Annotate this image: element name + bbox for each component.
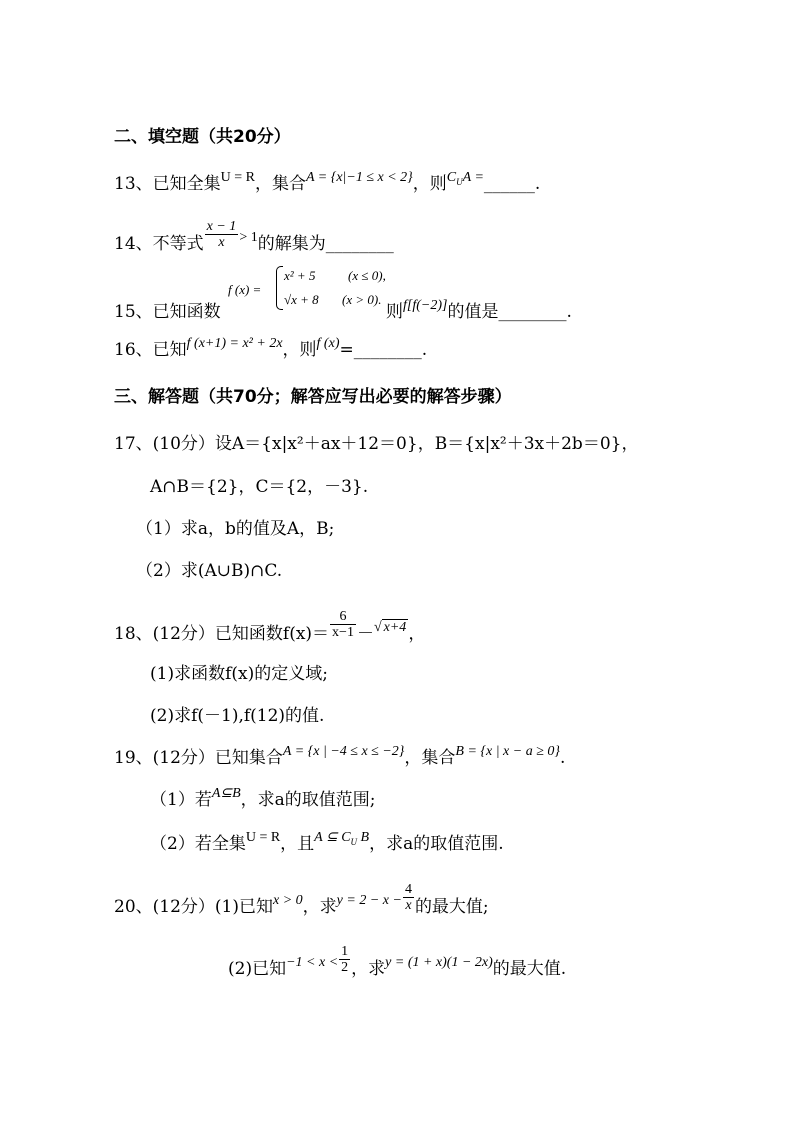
- q19-part2-prefix: （2）若全集: [150, 834, 246, 854]
- q15-answer-blank: ________.: [498, 302, 572, 322]
- q20-y1-lead: y = 2 − x −: [336, 893, 402, 908]
- q20-y1-fraction: $\frac{4}{x}$: [404, 882, 412, 913]
- question-19-part2: [150, 832, 504, 862]
- q19-set-a: A = {x | −4 ≤ x ≤ −2}: [282, 744, 405, 759]
- q15-case1: x² + 5: [284, 268, 316, 283]
- question-18: [114, 609, 426, 650]
- question-19-part1: [150, 788, 376, 814]
- q13-mid: ，集合: [254, 174, 306, 194]
- q15-prefix: 15、已知函数: [114, 302, 221, 322]
- q15-expr: f[f(−2)]: [403, 298, 448, 313]
- q18-sqrt: √ x+4: [373, 620, 407, 635]
- question-13: [114, 172, 540, 202]
- question-17-line2: A∩B＝{2}，C＝{2，－3}.: [150, 477, 369, 497]
- q19-prefix: 19、(12分）已知集合: [114, 748, 283, 768]
- q19-tail: .: [560, 748, 566, 768]
- q15-case2: √x + 8: [284, 292, 319, 307]
- q13-complement: $C_UA$ =: [446, 170, 484, 187]
- q20-cond2-lead: −1 < x <: [286, 955, 339, 970]
- q20-mid1: ，求: [302, 897, 337, 917]
- question-19: [114, 746, 565, 772]
- q16-eq: =: [339, 340, 354, 360]
- question-20-part2: [228, 944, 567, 985]
- question-15-tail: [386, 300, 572, 326]
- q14-tail: 的解集为: [257, 234, 326, 254]
- section-heading-solutions: 三、解答题（共70分；解答应写出必要的解答步骤）: [114, 387, 512, 407]
- q14-prefix: 14、不等式: [114, 234, 204, 254]
- q15-then: 则: [386, 302, 403, 322]
- question-15: [114, 300, 221, 324]
- q20-tail1: 的最大值;: [414, 897, 489, 917]
- q18-prefix: 18、(12分）已知函数f(x)＝: [114, 624, 330, 644]
- q19-mid: ，集合: [404, 748, 456, 768]
- q19-part1-tail: ，求a的取值范围;: [240, 790, 376, 810]
- section-heading-fill-in: 二、填空题（共20分）: [114, 127, 291, 147]
- question-17-part2: （2）求(A∪B)∩C.: [136, 561, 283, 581]
- q18-minus: －: [356, 624, 374, 644]
- q16-fx: f (x): [316, 336, 340, 351]
- question-18-part2: (2)求f(－1),f(12)的值.: [150, 706, 325, 726]
- q20-cond2-fraction: $\frac{1}{2}$: [341, 944, 349, 975]
- q19-part2-expr: A ⊆ $C_U$ B: [314, 830, 370, 847]
- q13-then: ，则: [412, 174, 447, 194]
- q20-tail2: 的最大值.: [492, 959, 567, 979]
- question-20: [114, 882, 489, 923]
- q13-answer-blank: ______.: [483, 174, 541, 194]
- q13-set-a: A = {x|−1 ≤ x < 2}: [305, 170, 413, 185]
- q19-part1-prefix: （1）若: [150, 790, 212, 810]
- q16-expr: f (x+1) = x² + 2x: [186, 336, 283, 351]
- q13-universal-set: U = R: [220, 170, 255, 185]
- q13-prefix: 13、已知全集: [114, 174, 221, 194]
- q15-cond2: (x > 0).: [342, 292, 382, 307]
- q14-gt: > 1: [239, 230, 258, 245]
- question-17-part1: （1）求a，b的值及A，B;: [136, 519, 335, 539]
- q19-part1-expr: A⊆B: [211, 786, 241, 801]
- q19-part2-mid: ，且: [280, 834, 315, 854]
- question-14: [114, 219, 394, 260]
- q18-tail: ，: [408, 624, 426, 644]
- q15-cond1: (x ≤ 0),: [348, 268, 386, 283]
- q18-fraction: $\frac{6}{x-1}$: [332, 609, 354, 640]
- q20-part2-prefix: (2)已知: [228, 959, 287, 979]
- q19-part2-universal: U = R: [245, 830, 281, 845]
- q15-tail: 的值是: [447, 302, 499, 322]
- question-17-line1: 17、(10分）设A＝{x|x²＋ax＋12＝0}，B＝{x|x²＋3x＋2b＝0}，: [114, 434, 639, 454]
- q16-then: ，则: [282, 340, 317, 360]
- q14-fraction: $\frac{x - 1}{x}$: [206, 219, 237, 250]
- q16-prefix: 16、已知: [114, 340, 187, 360]
- question-18-part1: (1)求函数f(x)的定义域;: [150, 664, 328, 684]
- q20-mid2: ，求: [351, 959, 386, 979]
- question-16: [114, 338, 427, 364]
- q20-prefix: 20、(12分）(1)已知: [114, 897, 273, 917]
- q15-brace: [276, 266, 283, 310]
- q20-y2: y = (1 + x)(1 − 2x): [385, 955, 493, 970]
- q20-cond1: x > 0: [272, 893, 303, 908]
- q16-answer-blank: ________.: [353, 340, 428, 360]
- q14-answer-blank: ________: [325, 234, 394, 254]
- q15-fx: f (x) =: [228, 282, 262, 297]
- q19-part2-tail: ，求a的取值范围.: [369, 834, 504, 854]
- q19-set-b: B = {x | x − a ≥ 0}: [455, 744, 560, 759]
